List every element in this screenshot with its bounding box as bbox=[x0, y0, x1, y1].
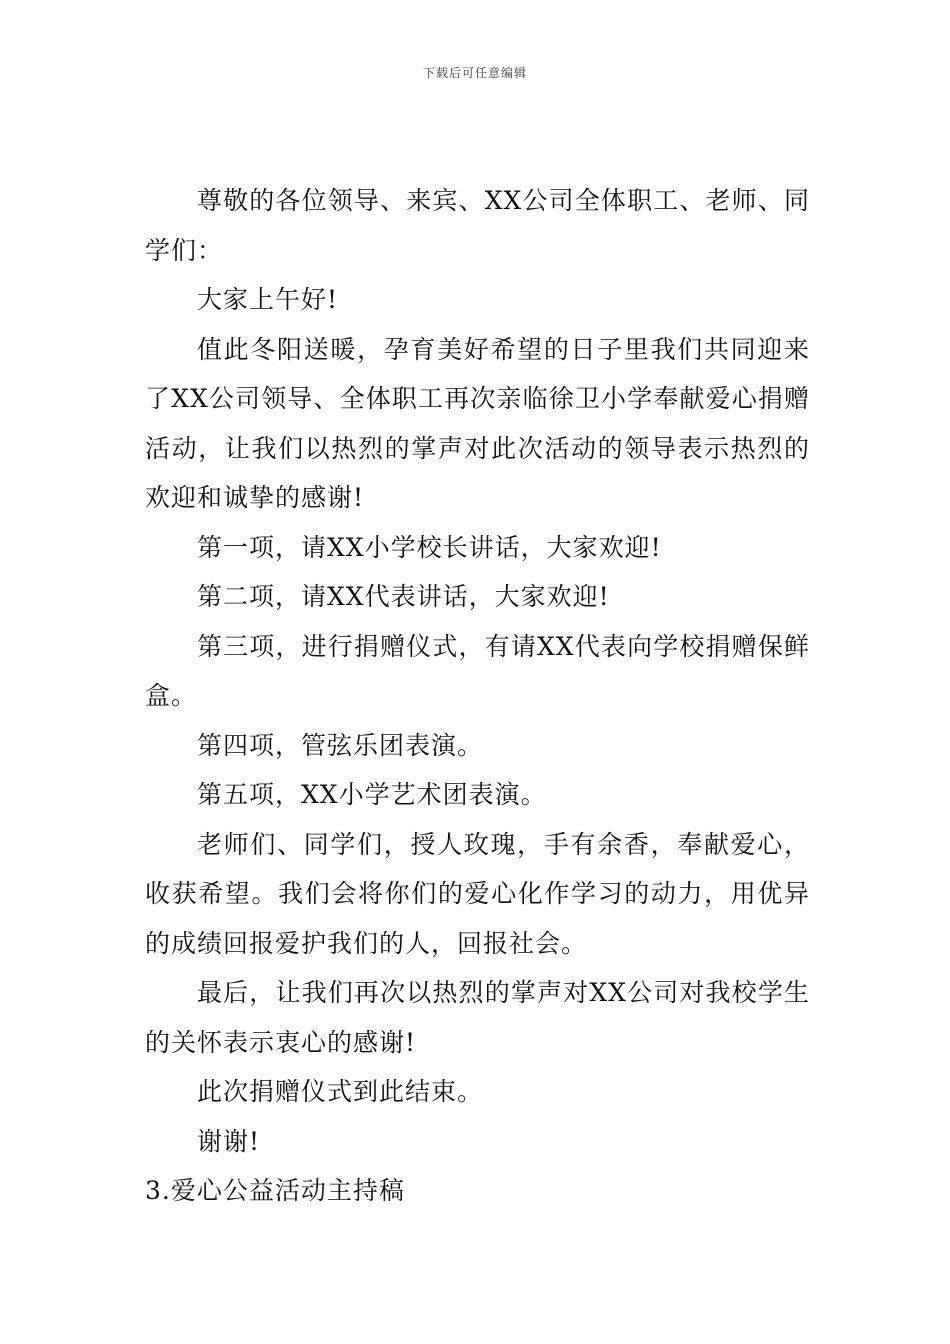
paragraph-item-3: 第三项，进行捐赠仪式，有请XX代表向学校捐赠保鲜盒。 bbox=[145, 631, 810, 710]
paragraph-item-2: 第二项，请XX代表讲话，大家欢迎! bbox=[197, 582, 610, 611]
paragraph-welcome: 值此冬阳送暖，孕育美好希望的日子里我们共同迎来了XX公司领导、全体职工再次亲临徐卫小学奉献爱心捐赠活动，让我们以热烈的掌声对此次活动的领导表示热烈的欢迎和诚挚的感谢! bbox=[145, 334, 810, 512]
page-header: 下载后可任意编辑 bbox=[422, 66, 527, 80]
paragraph-item-4: 第四项，管弦乐团表演。 bbox=[197, 730, 484, 760]
paragraph-final-thanks: 最后，让我们再次以热烈的掌声对XX公司对我校学生的关怀表示衷心的感谢! bbox=[145, 978, 810, 1057]
paragraph-good-morning: 大家上午好! bbox=[197, 285, 339, 314]
document-body bbox=[145, 176, 810, 1216]
paragraph-greeting: 尊敬的各位领导、来宾、XX公司全体职工、老师、同学们： bbox=[145, 186, 810, 265]
paragraph-item-1: 第一项，请XX小学校长讲话，大家欢迎! bbox=[197, 532, 662, 562]
paragraph-thanks-roses: 老师们、同学们，授人玫瑰，手有余香，奉献爱心，收获希望。我们会将你们的爱心化作学习的动力，用优异的成绩回报爱护我们的人，回报社会。 bbox=[145, 829, 810, 958]
section-heading: 3.爱心公益活动主持稿 bbox=[145, 1176, 405, 1205]
paragraph-item-5: 第五项，XX小学艺术团表演。 bbox=[197, 780, 547, 809]
paragraph-thank-you: 谢谢! bbox=[197, 1126, 261, 1156]
paragraph-closing: 此次捐赠仪式到此结束。 bbox=[197, 1077, 484, 1106]
